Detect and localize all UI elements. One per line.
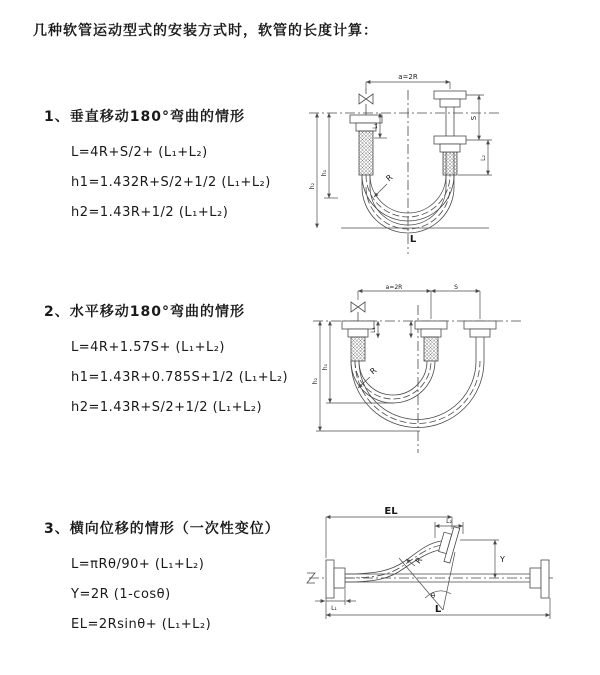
formula-length: L=πRθ/90+ (L₁+L₂) xyxy=(71,556,205,572)
dimension-h2 xyxy=(316,321,420,431)
dimension-l1 xyxy=(378,321,411,338)
section-1-heading: 1、垂直移动180°弯曲的情形 xyxy=(44,109,245,125)
hose-braid-left xyxy=(351,337,365,361)
diagram-2-svg xyxy=(308,281,538,457)
section-horizontal-movement xyxy=(44,301,288,422)
hose-bend-position-1 xyxy=(351,361,435,403)
diagram-lateral-displacement xyxy=(303,498,563,630)
label-a2r: a=2R xyxy=(385,284,403,291)
section-3-heading: 3、横向位移的情形（一次性变位） xyxy=(44,521,280,537)
flange-right xyxy=(530,560,549,598)
hose-braid-left xyxy=(359,131,373,175)
label-s: S xyxy=(454,284,458,291)
formula-h2: h2=1.43R+S/2+1/2 (L₁+L₂) xyxy=(71,399,263,415)
flange-right xyxy=(464,321,496,337)
hose-braid-right xyxy=(443,152,457,175)
dimension-a2r xyxy=(366,82,450,89)
formula-y: Y=2R (1-cosθ) xyxy=(71,586,171,602)
flange-left xyxy=(326,560,345,598)
label-l1: L₁ xyxy=(372,123,379,129)
diagram-horizontal-180-bend xyxy=(308,281,538,457)
label-l: L xyxy=(409,234,417,245)
section-2-heading: 2、水平移动180°弯曲的情形 xyxy=(44,304,245,320)
diagram-1-svg xyxy=(303,66,538,258)
formula-h1: h1=1.432R+S/2+1/2 (L₁+L₂) xyxy=(71,174,271,190)
hose-braid-middle xyxy=(424,337,438,361)
label-l1: L₁ xyxy=(370,327,377,333)
section-2-formulas xyxy=(44,332,288,422)
radius-leader xyxy=(374,184,387,197)
diagram-3-svg xyxy=(303,498,563,630)
label-l1: L₁ xyxy=(331,605,337,612)
label-l2: L₂ xyxy=(480,155,487,161)
label-h2: h₂ xyxy=(309,182,316,190)
section-1-formulas xyxy=(44,137,271,227)
dimension-h1 xyxy=(324,113,338,198)
label-el: EL xyxy=(384,506,398,517)
dimension-y xyxy=(460,540,499,578)
label-r: R xyxy=(384,172,395,184)
formula-length: L=4R+1.57S+ (L₁+L₂) xyxy=(71,339,225,355)
label-h1: h₁ xyxy=(322,363,329,371)
dimension-l1 xyxy=(315,589,356,605)
label-r: R xyxy=(413,555,425,566)
flange-right-lower xyxy=(434,136,466,152)
dimension-a2r xyxy=(358,291,480,319)
label-l: L xyxy=(434,604,442,615)
label-a2r: a=2R xyxy=(398,73,418,81)
pipe-right-walls xyxy=(476,337,484,361)
page-title: 几种软管运动型式的安装方式时，软管的长度计算： xyxy=(33,23,378,39)
valve-icon xyxy=(359,88,373,115)
diagram-vertical-180-bend xyxy=(303,66,538,258)
label-theta: θ xyxy=(430,592,436,600)
label-s: S xyxy=(470,115,478,121)
label-y: Y xyxy=(500,555,505,564)
formula-h2: h2=1.43R+1/2 (L₁+L₂) xyxy=(71,204,229,220)
section-vertical-movement xyxy=(44,106,271,227)
hose-s-curve xyxy=(345,541,443,582)
flange-middle xyxy=(415,321,447,337)
valve-icon xyxy=(351,302,365,321)
formula-el: EL=2Rsinθ+ (L₁+L₂) xyxy=(71,616,212,632)
label-h2: h₂ xyxy=(312,377,319,385)
flange-displaced xyxy=(436,524,459,562)
formula-length: L=4R+S/2+ (L₁+L₂) xyxy=(71,144,208,160)
flange-right-upper xyxy=(434,91,466,107)
label-r: R xyxy=(368,365,379,377)
label-h1: h₁ xyxy=(321,169,328,177)
label-l2: L₂ xyxy=(446,518,452,525)
section-lateral-displacement xyxy=(44,518,280,639)
formula-h1: h1=1.43R+0.785S+1/2 (L₁+L₂) xyxy=(71,369,289,385)
section-3-formulas xyxy=(44,549,280,639)
